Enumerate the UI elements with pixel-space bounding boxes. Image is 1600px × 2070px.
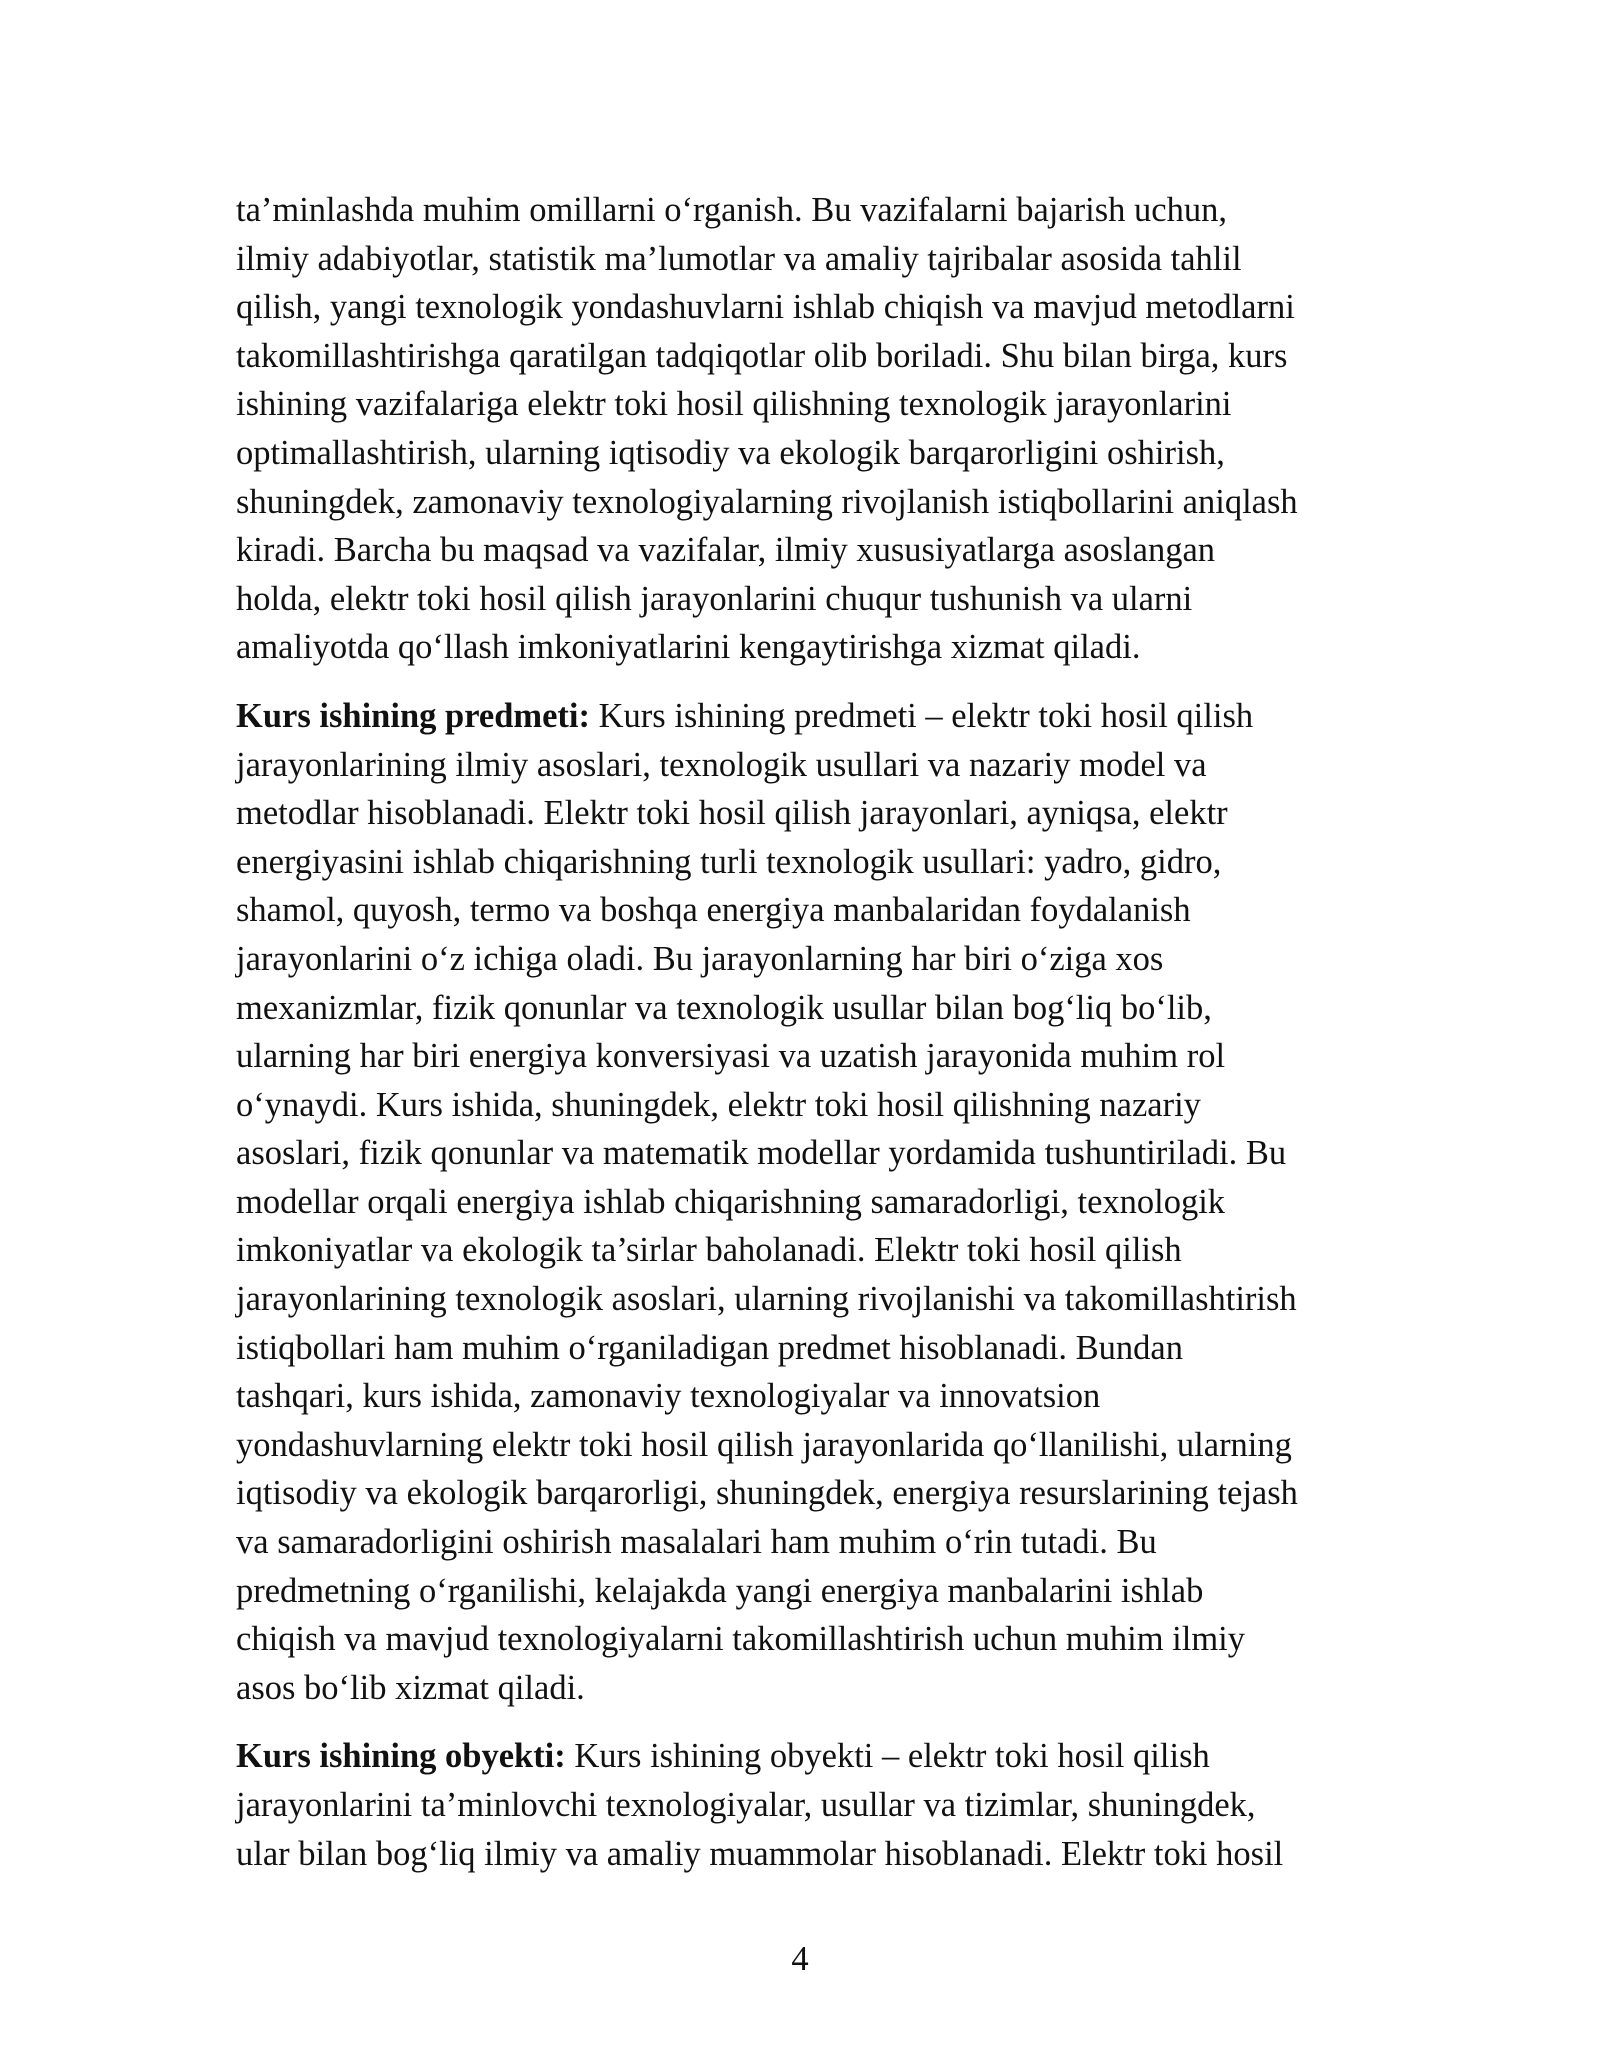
paragraph-subject: [236, 692, 1372, 1712]
text-line: takomillashtirishga qaratilgan tadqiqotlar olib boriladi. Shu bilan birga, kurs: [236, 336, 1288, 375]
text-line: asos bo‘lib xizmat qiladi.: [236, 1668, 585, 1707]
text-line: kiradi. Barcha bu maqsad va vazifalar, ilmiy xususiyatlarga asoslangan: [236, 531, 1216, 570]
text-line: asoslari, fizik qonunlar va matematik modellar yordamida tushuntiriladi. Bu: [236, 1134, 1287, 1173]
text-line: tashqari, kurs ishida, zamonaviy texnologiyalar va innovatsion: [236, 1377, 1101, 1416]
text-line: energiyasini ishlab chiqarishning turli texnologik usullari: yadro, gidro,: [236, 842, 1222, 881]
text-line: holda, elektr toki hosil qilish jarayonlarini chuqur tushunish va ularni: [236, 579, 1193, 618]
section-heading-subject: Kurs ishining predmeti:: [236, 696, 590, 735]
text-line: yondashuvlarning elektr toki hosil qilish jarayonlarida qo‘llanilishi, ularning: [236, 1425, 1292, 1464]
text-line: amaliyotda qo‘llash imkoniyatlarini kengaytirishga xizmat qiladi.: [236, 628, 1141, 667]
text-line: va samaradorligini oshirish masalalari ham muhim o‘rin tutadi. Bu: [236, 1523, 1157, 1562]
text-line: ularning har biri energiya konversiyasi va uzatish jarayonida muhim rol: [236, 1037, 1226, 1076]
text-line: istiqbollari ham muhim o‘rganiladigan predmet hisoblanadi. Bundan: [236, 1328, 1183, 1367]
paragraph-tasks: [236, 186, 1372, 672]
text-line: iqtisodiy va ekologik barqarorligi, shuningdek, energiya resurslarining tejash: [236, 1474, 1298, 1513]
text-run: Kurs ishining obyekti – elektr toki hosil qilish: [565, 1737, 1210, 1776]
text-line: [236, 1732, 1372, 1781]
text-line: shuningdek, zamonaviy texnologiyalarning rivojlanish istiqbollarini aniqlash: [236, 482, 1298, 521]
text-line: jarayonlarini o‘z ichiga oladi. Bu jarayonlarning har biri o‘ziga xos: [236, 939, 1164, 978]
text-line: ular bilan bog‘liq ilmiy va amaliy muammolar hisoblanadi. Elektr toki hosil: [236, 1834, 1284, 1873]
text-line: optimallashtirish, ularning iqtisodiy va ekologik barqarorligini oshirish,: [236, 433, 1225, 472]
text-run: Kurs ishining predmeti – elektr toki hosil qilish: [590, 696, 1254, 735]
text-line: [236, 692, 1372, 741]
paragraph-object: [236, 1732, 1372, 1878]
text-line: imkoniyatlar va ekologik ta’sirlar baholanadi. Elektr toki hosil qilish: [236, 1231, 1182, 1270]
text-line: qilish, yangi texnologik yondashuvlarni ishlab chiqish va mavjud metodlarni: [236, 288, 1295, 327]
text-line: jarayonlarining ilmiy asoslari, texnologik usullari va nazariy model va: [236, 745, 1207, 784]
page-number: 4: [791, 1940, 809, 1978]
text-line: chiqish va mavjud texnologiyalarni takomillashtirish uchun muhim ilmiy: [236, 1620, 1245, 1659]
text-line: o‘ynaydi. Kurs ishida, shuningdek, elektr toki hosil qilishning nazariy: [236, 1085, 1201, 1124]
text-line: ta’minlashda muhim omillarni o‘rganish. Bu vazifalarni bajarish uchun,: [236, 191, 1227, 229]
body-text: [236, 186, 1372, 1898]
text-line: jarayonlarining texnologik asoslari, ularning rivojlanishi va takomillashtirish: [236, 1280, 1297, 1319]
text-line: ishining vazifalariga elektr toki hosil qilishning texnologik jarayonlarini: [236, 385, 1232, 424]
text-line: shamol, quyosh, termo va boshqa energiya manbalaridan foydalanish: [236, 891, 1191, 930]
section-heading-object: Kurs ishining obyekti:: [236, 1737, 566, 1776]
text-line: mexanizmlar, fizik qonunlar va texnologik usullar bilan bog‘liq bo‘lib,: [236, 988, 1212, 1027]
text-line: modellar orqali energiya ishlab chiqarishning samaradorligi, texnologik: [236, 1182, 1226, 1221]
text-line: ilmiy adabiyotlar, statistik ma’lumotlar va amaliy tajribalar asosida tahlil: [236, 239, 1242, 278]
text-line: predmetning o‘rganilishi, kelajakda yangi energiya manbalarini ishlab: [236, 1571, 1204, 1610]
text-line: metodlar hisoblanadi. Elektr toki hosil qilish jarayonlari, ayniqsa, elektr: [236, 794, 1228, 833]
text-line: jarayonlarini ta’minlovchi texnologiyalar, usullar va tizimlar, shuningdek,: [236, 1786, 1256, 1824]
